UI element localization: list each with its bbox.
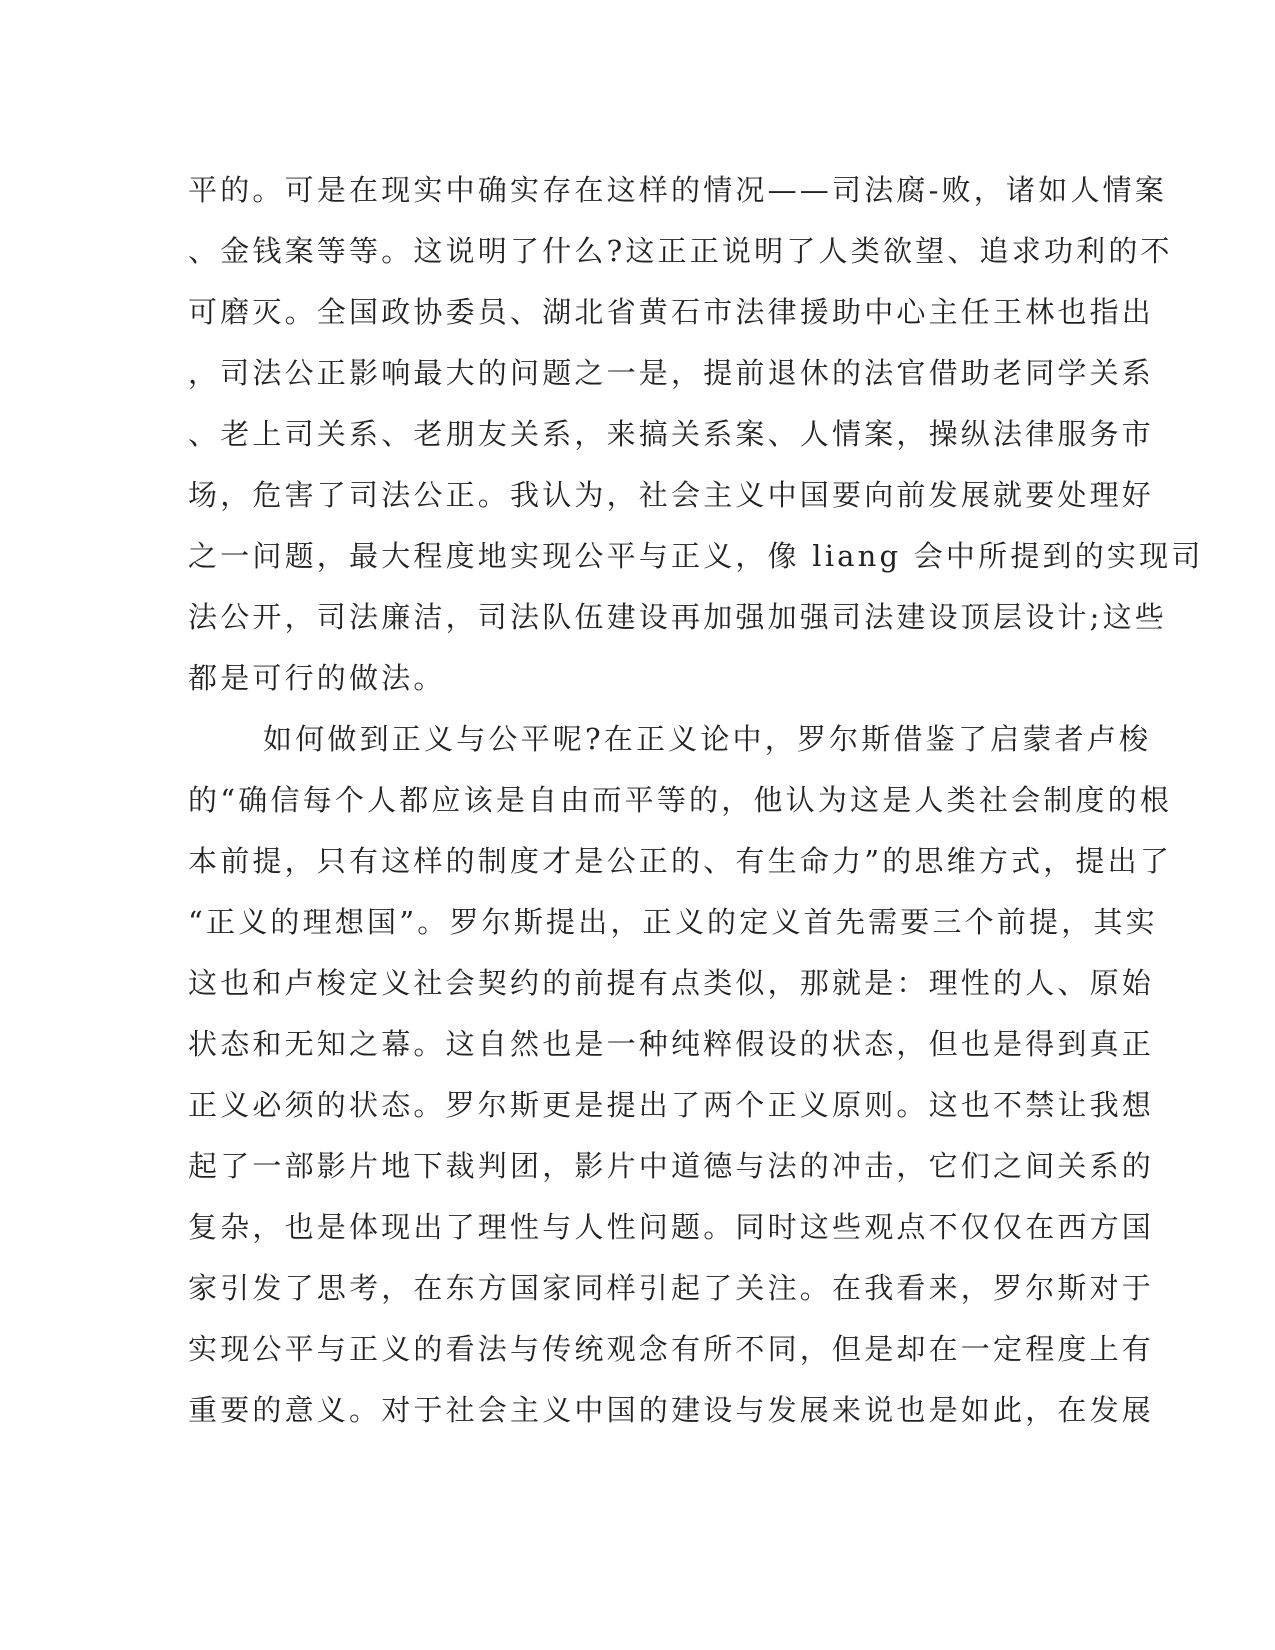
- text-line: 家引发了思考，在东方国家同样引起了关注。在我看来，罗尔斯对于: [188, 1271, 1155, 1305]
- text-line: 平的。可是在现实中确实存在这样的情况——司法腐-败，诸如人情案: [188, 173, 1167, 207]
- text-line: 起了一部影片地下裁判团，影片中道德与法的冲击，它们之间关系的: [188, 1149, 1155, 1183]
- body-text: [188, 160, 1204, 1441]
- text-line: 复杂，也是体现出了理性与人性问题。同时这些观点不仅仅在西方国: [188, 1210, 1155, 1244]
- text-line: 都是可行的做法。: [188, 661, 446, 695]
- text-line: 状态和无知之幕。这自然也是一种纯粹假设的状态，但也是得到真正: [188, 1027, 1155, 1061]
- text-line: 法公开，司法廉洁，司法队伍建设再加强加强司法建设顶层设计;这些: [188, 600, 1167, 634]
- text-line: 重要的意义。对于社会主义中国的建设与发展来说也是如此，在发展: [188, 1393, 1155, 1427]
- text-line: ，司法公正影响最大的问题之一是，提前退休的法官借助老同学关系: [188, 356, 1155, 390]
- text-line: 场，危害了司法公正。我认为，社会主义中国要向前发展就要处理好: [188, 478, 1155, 512]
- text-line: 之一问题，最大程度地实现公平与正义，像 liang 会中所提到的实现司: [188, 539, 1204, 573]
- text-line: 、老上司关系、老朋友关系，来搞关系案、人情案，操纵法律服务市: [188, 417, 1155, 451]
- text-line: 这也和卢梭定义社会契约的前提有点类似，那就是：理性的人、原始: [188, 966, 1155, 1000]
- text-line: 的“确信每个人都应该是自由而平等的，他认为这是人类社会制度的根: [188, 783, 1173, 817]
- text-line: 正义必须的状态。罗尔斯更是提出了两个正义原则。这也不禁让我想: [188, 1088, 1155, 1122]
- text-line: “正义的理想国”。罗尔斯提出，正义的定义首先需要三个前提，其实: [188, 905, 1158, 939]
- text-line: 、金钱案等等。这说明了什么?这正正说明了人类欲望、追求功利的不: [188, 234, 1173, 268]
- text-line: 可磨灭。全国政协委员、湖北省黄石市法律援助中心主任王林也指出: [188, 295, 1155, 329]
- paragraph-first-line: 如何做到正义与公平呢?在正义论中，罗尔斯借鉴了启蒙者卢梭: [263, 722, 1152, 756]
- text-line: 本前提，只有这样的制度才是公正的、有生命力”的思维方式，提出了: [188, 844, 1173, 878]
- text-line: 实现公平与正义的看法与传统观念有所不同，但是却在一定程度上有: [188, 1332, 1155, 1366]
